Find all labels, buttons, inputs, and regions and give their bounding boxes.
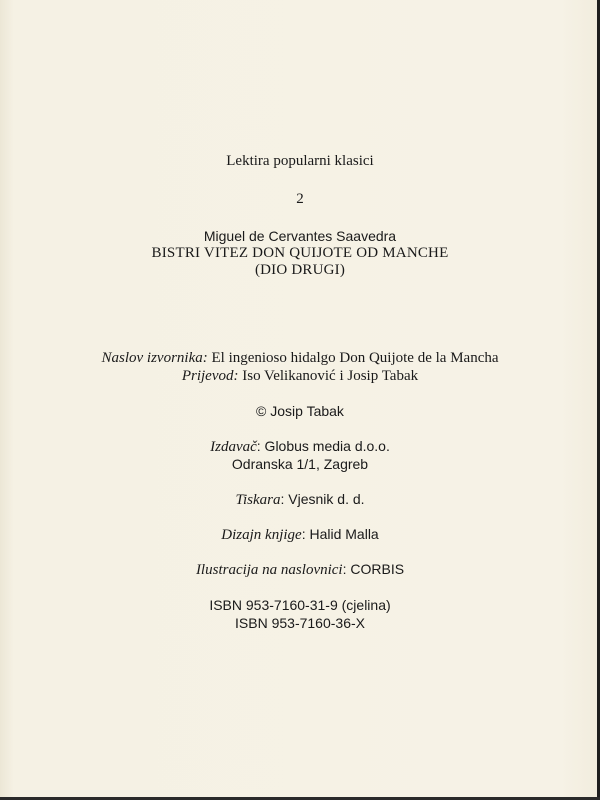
author-name: Miguel de Cervantes Saavedra xyxy=(203,228,397,244)
original-title-label: Naslov izvornika: xyxy=(101,350,208,366)
book-design-value: : Halid Malla xyxy=(301,526,379,542)
original-title-value: El ingenioso hidalgo Don Quijote de la Mancha xyxy=(211,350,499,366)
translation-line xyxy=(0,367,600,385)
copyright-line: © Josip Tabak xyxy=(256,403,344,419)
translation-label: Prijevod: xyxy=(181,368,239,384)
cover-illustration-value: : CORBIS xyxy=(342,561,405,577)
cover-illustration-label: Ilustracija na naslovnici xyxy=(195,562,343,578)
cover-illustration-line xyxy=(0,560,600,579)
publisher-value: : Globus media d.o.o. xyxy=(256,438,390,454)
printer-value: : Vjesnik d. d. xyxy=(280,491,365,507)
original-title-line xyxy=(0,349,600,367)
series-name: Lektira popularni klasici xyxy=(226,153,374,169)
isbn-volume: ISBN 953-7160-36-X xyxy=(235,615,365,631)
book-design-line xyxy=(0,525,600,544)
translation-value: Iso Velikanović i Josip Tabak xyxy=(242,368,419,384)
book-title: BISTRI VITEZ DON QUIJOTE OD MANCHE xyxy=(151,245,449,261)
publisher-address: Odranska 1/1, Zagreb xyxy=(231,456,369,472)
volume-number: 2 xyxy=(296,191,304,207)
printer-line xyxy=(0,490,600,509)
book-design-label: Dizajn knjige xyxy=(221,527,302,543)
isbn-set: ISBN 953-7160-31-9 (cjelina) xyxy=(209,597,391,613)
publisher-label: Izdavač xyxy=(210,439,257,455)
book-subtitle: (DIO DRUGI) xyxy=(254,262,346,278)
printer-label: Tiskara xyxy=(235,492,281,508)
publisher-line xyxy=(0,437,600,456)
